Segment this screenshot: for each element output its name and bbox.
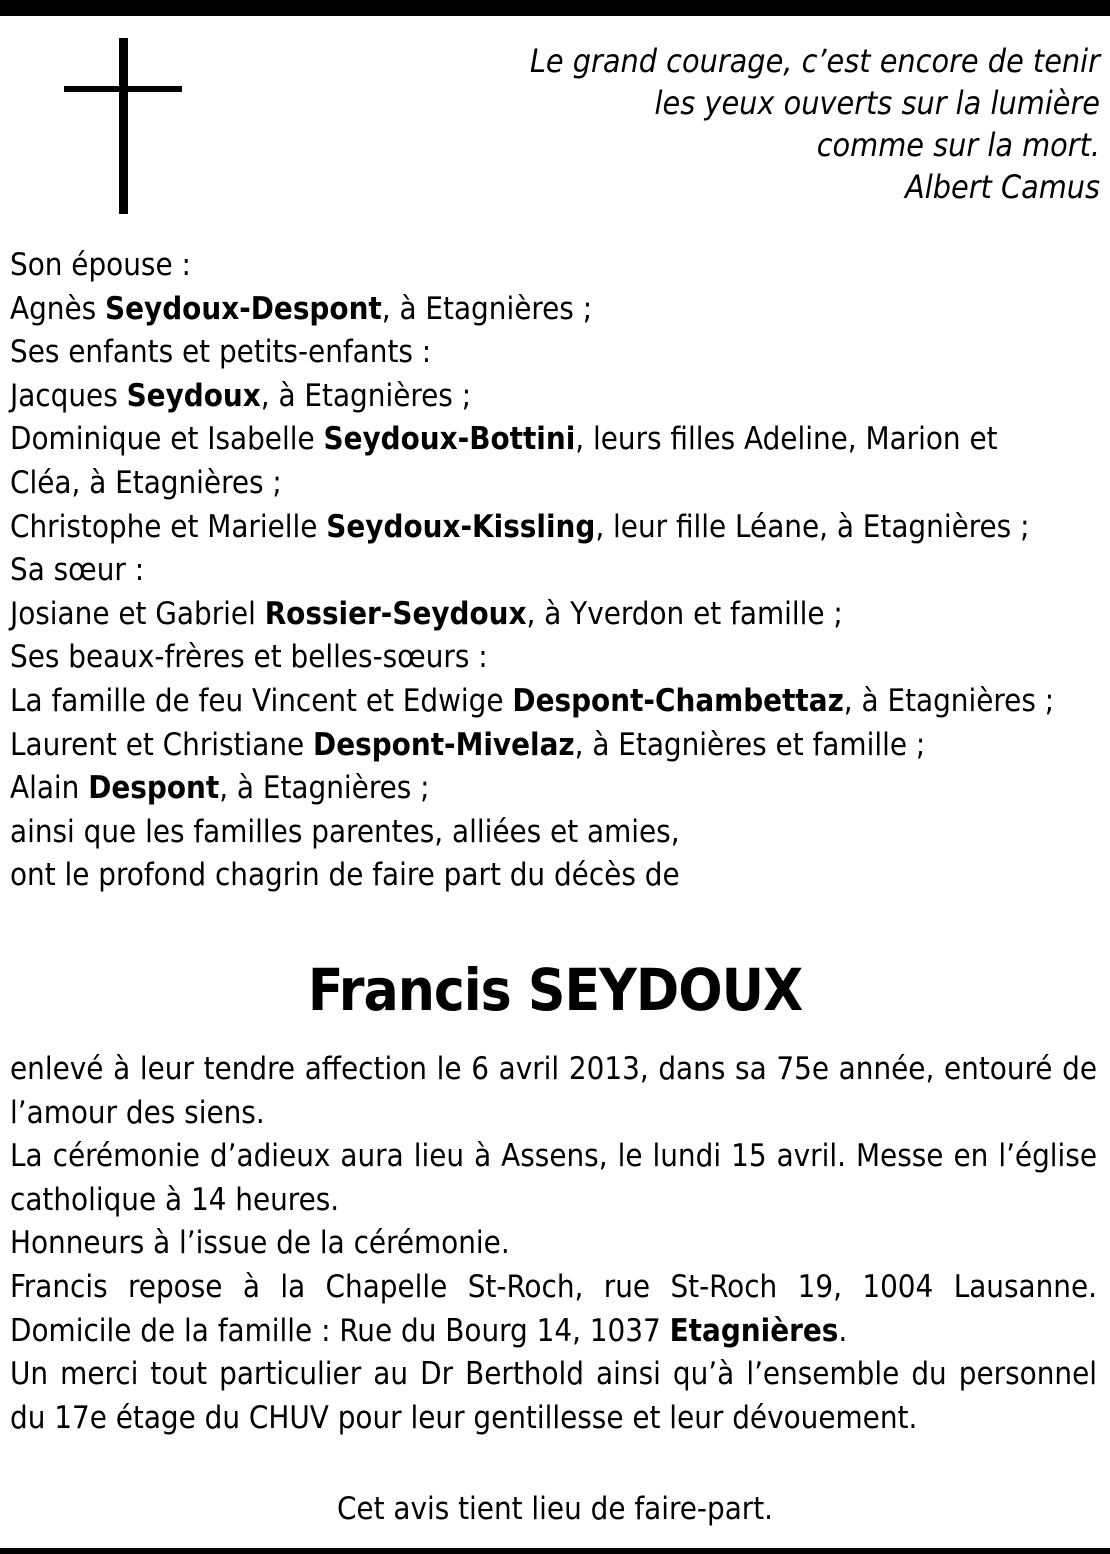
bottom-rule [0, 1548, 1110, 1554]
family-line: Alain Despont, à Etagnières ; [10, 770, 430, 807]
details-paragraph: Francis repose à la Chapelle St-Roch, rue St-Roch 19, 1004 Lausanne. Domicile de la famille : Rue du Bourg 14, 1037 Etagnières. [10, 1268, 1097, 1349]
quote-line: comme sur la mort. [816, 126, 1100, 164]
family-line: ont le profond chagrin de faire part du décès de [10, 857, 680, 894]
top-rule [0, 0, 1110, 16]
family-line: Agnès Seydoux-Despont, à Etagnières ; [10, 290, 593, 327]
family-list [10, 244, 1105, 898]
family-line: Ses enfants et petits-enfants : [10, 334, 432, 371]
family-line: Josiane et Gabriel Rossier-Seydoux, à Yverdon et famille ; [10, 595, 843, 632]
family-line: Christophe et Marielle Seydoux-Kissling, leur fille Léane, à Etagnières ; [10, 508, 1030, 545]
family-line: ainsi que les familles parentes, alliées et amies, [10, 813, 680, 850]
family-line: Jacques Seydoux, à Etagnières ; [10, 377, 472, 414]
quote-line: les yeux ouverts sur la lumière [654, 84, 1100, 122]
details-paragraph: Un merci tout particulier au Dr Berthold ainsi qu’à l’ensemble du personnel du 17e étage du CHUV pour leur gentillesse et leur dévouement. [10, 1356, 1097, 1436]
quote-author: Albert Camus [905, 168, 1100, 206]
cross-icon [64, 38, 182, 214]
deceased-name: Francis SEYDOUX [307, 956, 803, 1024]
details-paragraph: La cérémonie d’adieux aura lieu à Assens, le lundi 15 avril. Messe en l’église catholique à 14 heures. [10, 1138, 1097, 1218]
details-paragraph: enlevé à leur tendre affection le 6 avril 2013, dans sa 75e année, entouré de l’amour des siens. [10, 1051, 1097, 1131]
family-line: Sa sœur : [10, 552, 145, 589]
family-line: Cléa, à Etagnières ; [10, 464, 282, 501]
family-line: Ses beaux-frères et belles-sœurs : [10, 639, 488, 676]
details-block [10, 1048, 1097, 1440]
family-line: La famille de feu Vincent et Edwige Despont-Chambettaz, à Etagnières ; [10, 682, 1055, 719]
closing-note: Cet avis tient lieu de faire-part. [336, 1491, 774, 1527]
family-line: Son épouse : [10, 247, 191, 283]
family-line: Laurent et Christiane Despont-Mivelaz, à Etagnières et famille ; [10, 726, 926, 763]
family-line: Dominique et Isabelle Seydoux-Bottini, leurs filles Adeline, Marion et [10, 421, 998, 458]
details-paragraph: Honneurs à l’issue de la cérémonie. [10, 1225, 510, 1262]
quote-line: Le grand courage, c’est encore de tenir [529, 42, 1100, 80]
epigraph-quote [480, 40, 1100, 208]
